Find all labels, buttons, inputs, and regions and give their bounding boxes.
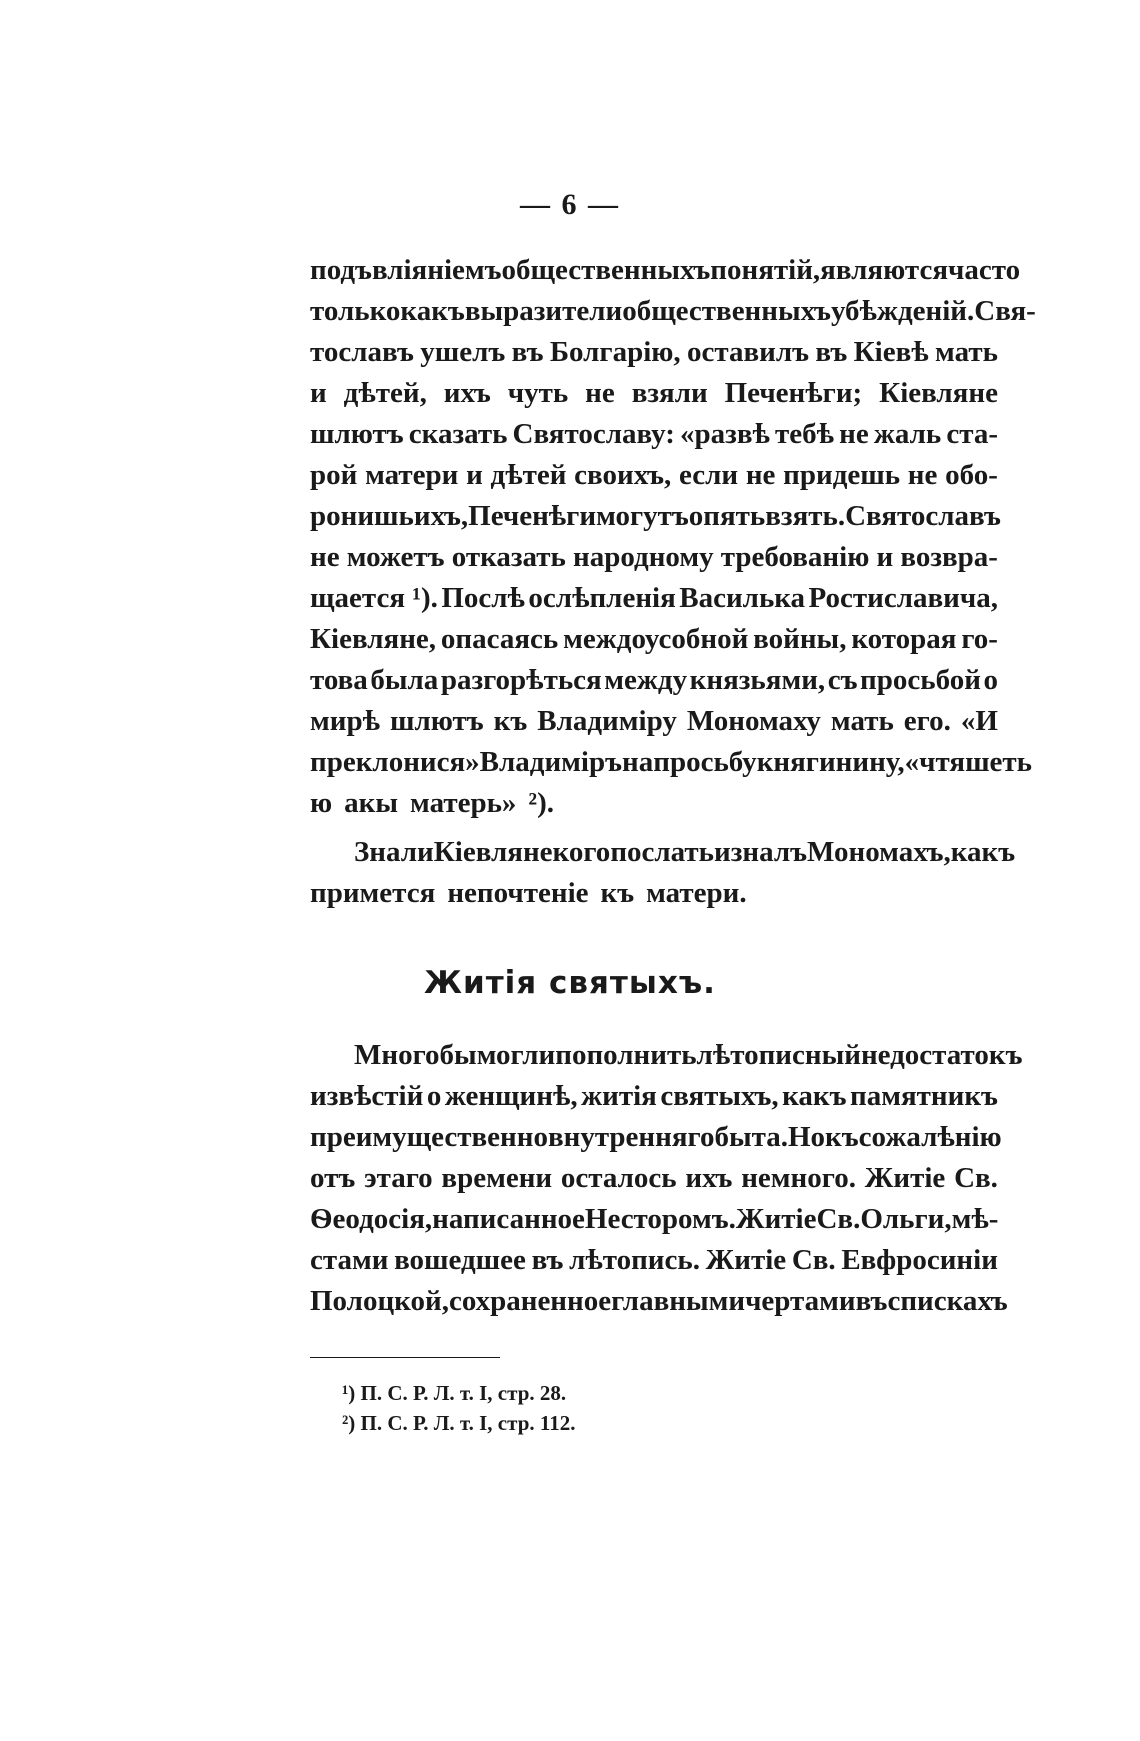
word: этаго (364, 1162, 433, 1194)
word: въ (815, 336, 848, 368)
word: святыхъ, (660, 1080, 779, 1112)
word: Свя- (974, 295, 1036, 327)
word: какъ (950, 836, 1016, 868)
text-line (310, 332, 998, 373)
word: главными (611, 1285, 746, 1317)
word: не (585, 377, 615, 409)
word: Житіе (864, 1162, 946, 1194)
paragraph-3 (310, 1035, 1023, 1322)
word: Печенѣги (468, 500, 597, 532)
footnote-rule (310, 1357, 500, 1358)
word: Много (354, 1039, 440, 1071)
word: лѣтопись. (569, 1244, 700, 1276)
text-line (310, 1117, 1002, 1158)
word: го- (961, 623, 998, 655)
paragraph-1 (310, 250, 1036, 824)
word: и (714, 836, 731, 868)
word: послать (610, 836, 714, 868)
text-line (310, 1035, 1023, 1076)
word: пополнить (555, 1039, 697, 1071)
word: подъ (310, 254, 372, 286)
word: которая (851, 623, 957, 655)
text-line (310, 619, 998, 660)
word: и (466, 459, 483, 491)
word: това (310, 664, 368, 696)
word: ихъ, (413, 500, 469, 532)
word: ихъ (685, 1162, 733, 1194)
word: Кіевляне (433, 836, 553, 868)
word: Печенѣги; (724, 377, 863, 409)
word: Кіевляне (879, 377, 998, 409)
word: опять (688, 500, 766, 532)
word: тебѣ (775, 418, 835, 450)
word: требованію (720, 541, 870, 573)
word: разгорѣться (440, 664, 602, 696)
word: бы (439, 1039, 477, 1071)
text-line (310, 455, 998, 496)
word: кого (552, 836, 611, 868)
word: Владиміру (537, 705, 677, 737)
word: къ (825, 1121, 859, 1153)
word: ²). (528, 787, 555, 819)
word: убѣжденій. (830, 295, 975, 327)
word: и (310, 377, 327, 409)
word: матерь» (410, 787, 517, 819)
word: быта. (714, 1121, 788, 1153)
word: преимущественно (310, 1121, 548, 1153)
text-line (310, 537, 998, 578)
word: ю (310, 787, 333, 819)
word: какъ (782, 1080, 847, 1112)
word: выразители (464, 295, 623, 327)
word: зналъ (730, 836, 808, 868)
text-line (310, 578, 998, 619)
word: Несторомъ. (584, 1203, 736, 1235)
word: часто (948, 254, 1021, 286)
word: Болгарію, (549, 336, 681, 368)
word: къ (600, 877, 635, 909)
text-line (310, 250, 1021, 291)
word: могли (476, 1039, 556, 1071)
word: ронишь (310, 500, 414, 532)
word: не (745, 459, 776, 491)
word: чертами (745, 1285, 856, 1317)
word: Кіевляне, (310, 623, 437, 655)
text-line (310, 1281, 1008, 1322)
word: къ (493, 705, 528, 737)
footnote-2: ²) П. С. Р. Л. т. I, стр. 112. (342, 1411, 576, 1435)
word: ста- (946, 418, 998, 450)
word: Полоцкой, (310, 1285, 449, 1317)
word: если (679, 459, 739, 491)
word: являются (820, 254, 949, 286)
word: народному (573, 541, 714, 573)
section-title: Житія святыхъ. (424, 965, 716, 1001)
word: войны, (753, 623, 847, 655)
word: вліяніемъ (371, 254, 502, 286)
word: была (370, 664, 439, 696)
word: ослѣпленія (528, 582, 676, 614)
word: Ольги, (860, 1203, 952, 1235)
text-line (310, 496, 1001, 537)
word: дѣтей, (343, 377, 427, 409)
text-line (310, 1240, 998, 1281)
word: придешь (783, 459, 901, 491)
word: осталось (560, 1162, 677, 1194)
word: отказать (451, 541, 566, 573)
word: преклонися» (310, 746, 480, 778)
word: Но (787, 1121, 826, 1153)
word: Василька (679, 582, 806, 614)
word: «чтяшеть (904, 746, 1032, 778)
word: просьбой (860, 664, 981, 696)
word: князьями, (689, 664, 826, 696)
word: опасаясь (440, 623, 559, 655)
text-line (310, 832, 1016, 873)
word: чуть (507, 377, 569, 409)
footnote-1: ¹) П. С. Р. Л. т. I, стр. 28. (342, 1381, 567, 1405)
word: какъ (400, 295, 465, 327)
word: мирѣ (310, 705, 380, 737)
word: внутренняго (547, 1121, 715, 1153)
paragraph-2 (310, 832, 1016, 914)
word: мать (830, 705, 894, 737)
footnotes (342, 1378, 575, 1438)
word: общественныхъ (501, 254, 711, 286)
word: сожалѣнію (858, 1121, 1002, 1153)
word: и (876, 541, 894, 573)
word: въ (511, 336, 544, 368)
word: сохраненное (448, 1285, 612, 1317)
word: княгинину, (756, 746, 905, 778)
text-line (310, 742, 1032, 783)
word: Святославу: (512, 418, 675, 450)
word: обо- (945, 459, 998, 491)
word: Житіе (735, 1203, 817, 1235)
word: «И (960, 705, 998, 737)
word: мѣ- (951, 1203, 999, 1235)
word: шлютъ (389, 705, 484, 737)
word: жаль (873, 418, 942, 450)
word: Ѳеодосія, (310, 1203, 433, 1235)
word: ушелъ (420, 336, 506, 368)
word: памятникъ (850, 1080, 998, 1112)
word: возвра- (900, 541, 998, 573)
word: матери (365, 459, 459, 491)
word: Евфросиніи (841, 1244, 998, 1276)
text-line (310, 291, 1036, 332)
word: спискахъ (887, 1285, 1008, 1317)
word: времени (441, 1162, 553, 1194)
word: Св. (954, 1162, 998, 1194)
word: вошедшее (394, 1244, 526, 1276)
word: извѣстій (310, 1080, 424, 1112)
word: матери. (646, 877, 747, 909)
text-line (310, 1199, 998, 1240)
word: не (310, 541, 340, 573)
page-number: — 6 — (520, 188, 620, 221)
word: Кіевѣ (853, 336, 929, 368)
word: шлютъ (310, 418, 404, 450)
word: непочтеніе (447, 877, 589, 909)
word: могутъ (596, 500, 689, 532)
word: ихъ (443, 377, 491, 409)
word: своихъ, (574, 459, 672, 491)
word: понятій, (710, 254, 821, 286)
word: въ (531, 1244, 564, 1276)
word: его. (903, 705, 951, 737)
word: можетъ (346, 541, 445, 573)
word: общественныхъ (622, 295, 831, 327)
word: Святославъ (845, 500, 1001, 532)
word: стами (310, 1244, 389, 1276)
text-line (310, 660, 998, 701)
word: щается ¹). (310, 582, 438, 614)
word: житія (581, 1080, 657, 1112)
text-line (310, 873, 998, 914)
word: написанное (432, 1203, 585, 1235)
word: съ (827, 664, 858, 696)
word: недостатокъ (860, 1039, 1023, 1071)
word: сказать (408, 418, 508, 450)
word: Послѣ (441, 582, 525, 614)
word: «развѣ (680, 418, 770, 450)
word: междоусобной (563, 623, 749, 655)
word: между (604, 664, 688, 696)
word: въ (855, 1285, 888, 1317)
word: взяли (631, 377, 708, 409)
word: не (907, 459, 938, 491)
text-line (310, 373, 998, 414)
word: Св. (791, 1244, 836, 1276)
word: Знали (354, 836, 434, 868)
word: только (310, 295, 401, 327)
word: Св. (816, 1203, 861, 1235)
word: дѣтей (490, 459, 567, 491)
word: мать (935, 336, 998, 368)
word: Ростиславича, (808, 582, 998, 614)
word: о (426, 1080, 442, 1112)
word: лѣтописный (696, 1039, 861, 1071)
word: Мономахъ, (807, 836, 951, 868)
word: женщинѣ, (444, 1080, 578, 1112)
text-line (310, 1076, 998, 1117)
word: Владиміръ (479, 746, 623, 778)
text-line (310, 414, 998, 455)
word: Мономаху (686, 705, 821, 737)
word: на (622, 746, 654, 778)
word: Житіе (705, 1244, 787, 1276)
word: примется (310, 877, 436, 909)
text-line (310, 1158, 998, 1199)
word: оставилъ (687, 336, 810, 368)
text-line (310, 783, 998, 824)
text-line (310, 701, 998, 742)
word: тославъ (310, 336, 414, 368)
word: не (839, 418, 869, 450)
word: взять. (765, 500, 846, 532)
word: акы (344, 787, 399, 819)
word: немного. (741, 1162, 856, 1194)
word: о (983, 664, 998, 696)
word: рой (310, 459, 358, 491)
word: просьбу (653, 746, 757, 778)
word: отъ (310, 1162, 356, 1194)
